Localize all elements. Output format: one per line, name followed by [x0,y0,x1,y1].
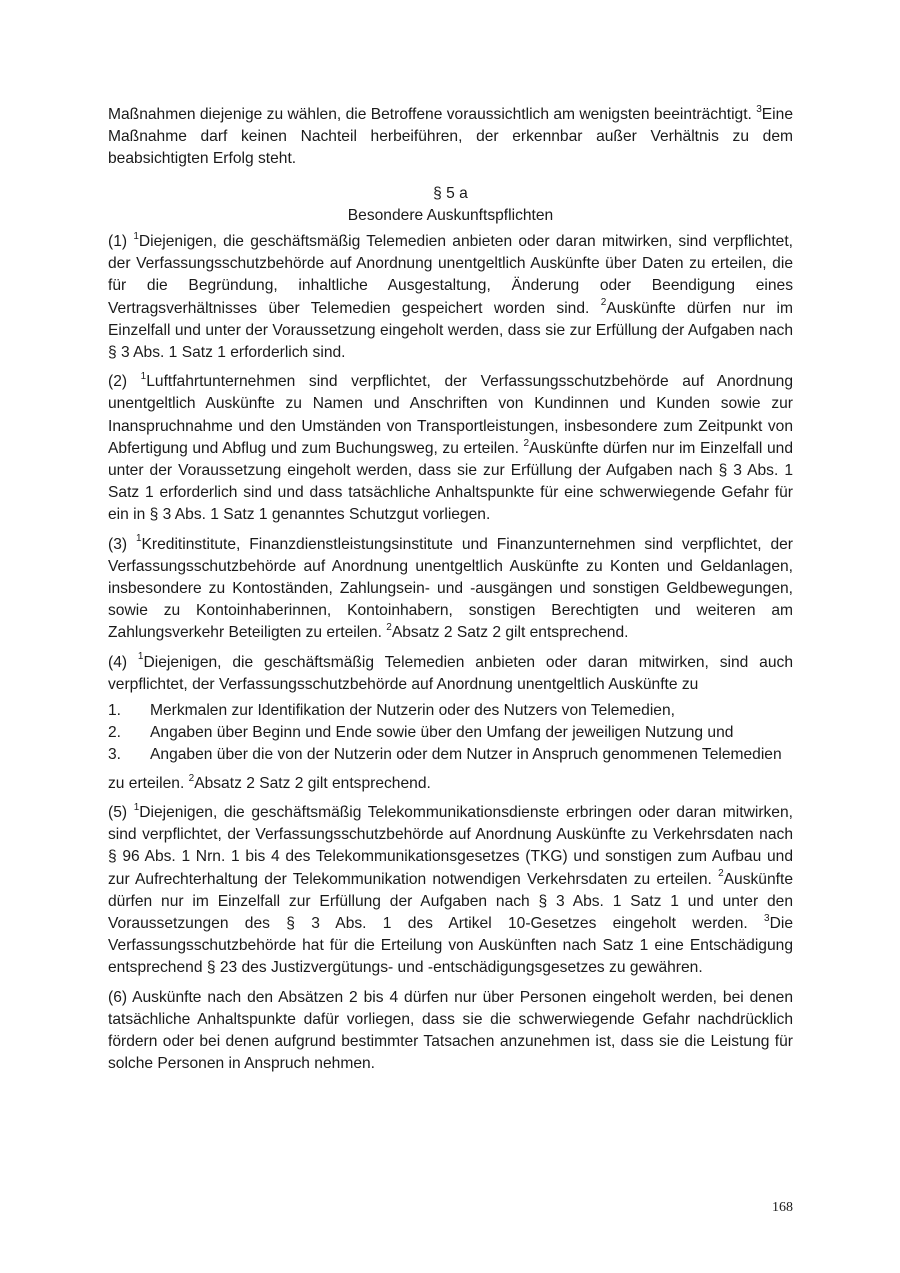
list-item-number: 2. [108,724,122,742]
sentence-text: Diejenigen, die geschäftsmäßig Telemedien anbieten oder daran mitwirken, sind auch verpflichtet, der Verfassungsschutzbehörde auf Anordnung unentgeltlich Auskünfte zu [108,653,793,693]
paragraph-6: (6) Auskünfte nach den Absätzen 2 bis 4 dürfen nur über Personen eingeholt werden, bei denen tatsächliche Anhaltspunkte dafür vorliegen, dass sie die schwerwiegende Gefahr nachdrücklich fördern oder bei denen aufgrund bestimmter Tatsachen anzunehmen ist, dass sie die Leistung für solche Personen in Anspruch nehmen. [108,988,793,1073]
section-title: Besondere Auskunftspflichten [347,206,554,224]
list-item-number: 3. [108,746,122,764]
sentence-text: Absatz 2 Satz 2 gilt entsprechend. [194,774,431,792]
sentence-text: Diejenigen, die geschäftsmäßig Telekommunikationsdienste erbringen oder daran mitwirken, sind verpflichtet, der Verfassungsschutzbehörde auf Anordnung Auskünfte zu Verkehrsdaten nach § 96 Abs. 1 Nrn. 1 bis 4 des Telekommunikationsgesetzes (TKG) und sonstigen zum Aufbau und zur Aufrechterhaltung der Telekommunikation notwendigen Verkehrsdaten zu erteilen. [108,803,793,888]
list-item-number: 1. [108,702,122,720]
enumerated-list [108,700,793,767]
paragraph-3 [108,534,793,645]
list-item-text: Merkmalen zur Identifikation der Nutzerin oder des Nutzers von Telemedien, [150,702,675,720]
paragraph-label: (4) [108,653,138,671]
paragraph-4 [108,652,793,696]
paragraph-1 [108,231,793,364]
sentence-number: 1 [137,651,144,663]
section-heading [108,183,793,227]
sentence-number: 1 [133,230,139,242]
sentence-number: 2 [718,868,724,880]
paragraph-label: (3) [108,535,136,553]
sentence-text: Auskünfte dürfen nur im Einzelfall und unter der Voraussetzung eingeholt werden, dass sie zur Erfüllung der Aufgaben nach § 3 Abs. 1 Satz 1 erforderlich sind und dass tatsächliche Anhaltspunkte für eine schwerwiegende Gefahr für ein in § 3 Abs. 1 Satz 1 genanntes Schutzgut vorliegen. [108,439,793,524]
paragraph-4-tail [108,773,793,795]
sentence-number: 3 [764,912,770,924]
sentence-number: 2 [188,772,195,784]
sentence-number: 1 [140,371,147,383]
sentence-text: Die Verfassungsschutzbehörde hat für die Erteilung von Auskünften nach Satz 1 eine Entschädigung entsprechend § 23 des Justizvergütungs- und -entschädigungsgesetzes zu gewähren. [108,914,793,977]
sentence-text: Kreditinstitute, Finanzdienstleistungsinstitute und Finanzunternehmen sind verpflichtet, der Verfassungsschutzbehörde auf Anordnung unentgeltlich Auskünfte zu Konten und Geldanlagen, insbesondere zu Kontoständen, Zahlungsein- und -ausgängen und sonstigen Geldbewegungen, sowie zu Kontoinhaberinnen, Kontoinhabern, sonstigen Berechtigten und weiteren am Zahlungsverkehr Beteiligten zu erteilen. [108,535,793,642]
sentence-number: 2 [386,622,392,634]
list-item [108,744,793,766]
paragraph-label: (1) [108,233,134,251]
list-item [108,700,793,722]
sentence-number: 3 [756,103,762,115]
paragraph-label: (2) [108,373,141,391]
sentence-text: Auskünfte dürfen nur im Einzelfall und unter der Voraussetzung eingeholt werden, dass sie zur Erfüllung der Aufgaben nach § 3 Abs. 1 Satz 1 erforderlich sind. [108,299,793,362]
sentence-text: Absatz 2 Satz 2 gilt entsprechend. [391,624,629,642]
paragraph-label: (5) [108,803,134,821]
section-number: § 5 a [433,184,468,202]
list-item [108,722,793,744]
sentence-number: 2 [523,437,530,449]
sentence-number: 2 [600,297,607,309]
list-item-text: Angaben über Beginn und Ende sowie über den Umfang der jeweiligen Nutzung und [150,724,734,742]
sentence-text: Diejenigen, die geschäftsmäßig Telemedien anbieten oder daran mitwirken, sind verpflichtet, der Verfassungsschutzbehörde auf Anordnung unentgeltlich Auskünfte über Daten zu erteilen, die für die Begründung, inhaltliche Ausgestaltung, Änderung oder Beendigung eines Vertragsverhältnisses über Telemedien gespeichert worden sind. [108,233,794,317]
page-number: 168 [772,1200,793,1215]
sentence-text: zu erteilen. [108,774,189,792]
list-item-text: Angaben über die von der Nutzerin oder dem Nutzer in Anspruch genommenen Telemedien [150,746,782,764]
paragraph-2 [108,371,793,526]
intro-text-2: Eine Maßnahme darf keinen Nachteil herbeiführen, der erkennbar außer Verhältnis zu dem beabsichtigten Erfolg steht. [108,106,793,168]
document-page [108,104,793,1082]
paragraph-5 [108,802,793,980]
sentence-text: Auskünfte dürfen nur im Einzelfall zur Erfüllung der Aufgaben nach § 3 Abs. 1 Satz 1 und unter den Voraussetzungen des § 3 Abs. 1 des Artikel 10-Gesetzes eingeholt werden. [108,870,793,932]
intro-paragraph [108,104,793,171]
sentence-number: 1 [135,533,142,545]
intro-text-1: Maßnahmen diejenige zu wählen, die Betroffene voraussichtlich am wenigsten beeinträchtigt. [108,106,757,123]
sentence-number: 1 [133,801,140,813]
sentence-text: Luftfahrtunternehmen sind verpflichtet, der Verfassungsschutzbehörde auf Anordnung unentgeltlich Auskünfte zu Namen und Anschriften von Kundinnen und Kunden sowie zur Inanspruchnahme und den Umständen von Transportleistungen, insbesondere zum Zeitpunkt von Abfertigung und Abflug und zum Buchungsweg, zu erteilen. [108,373,793,457]
